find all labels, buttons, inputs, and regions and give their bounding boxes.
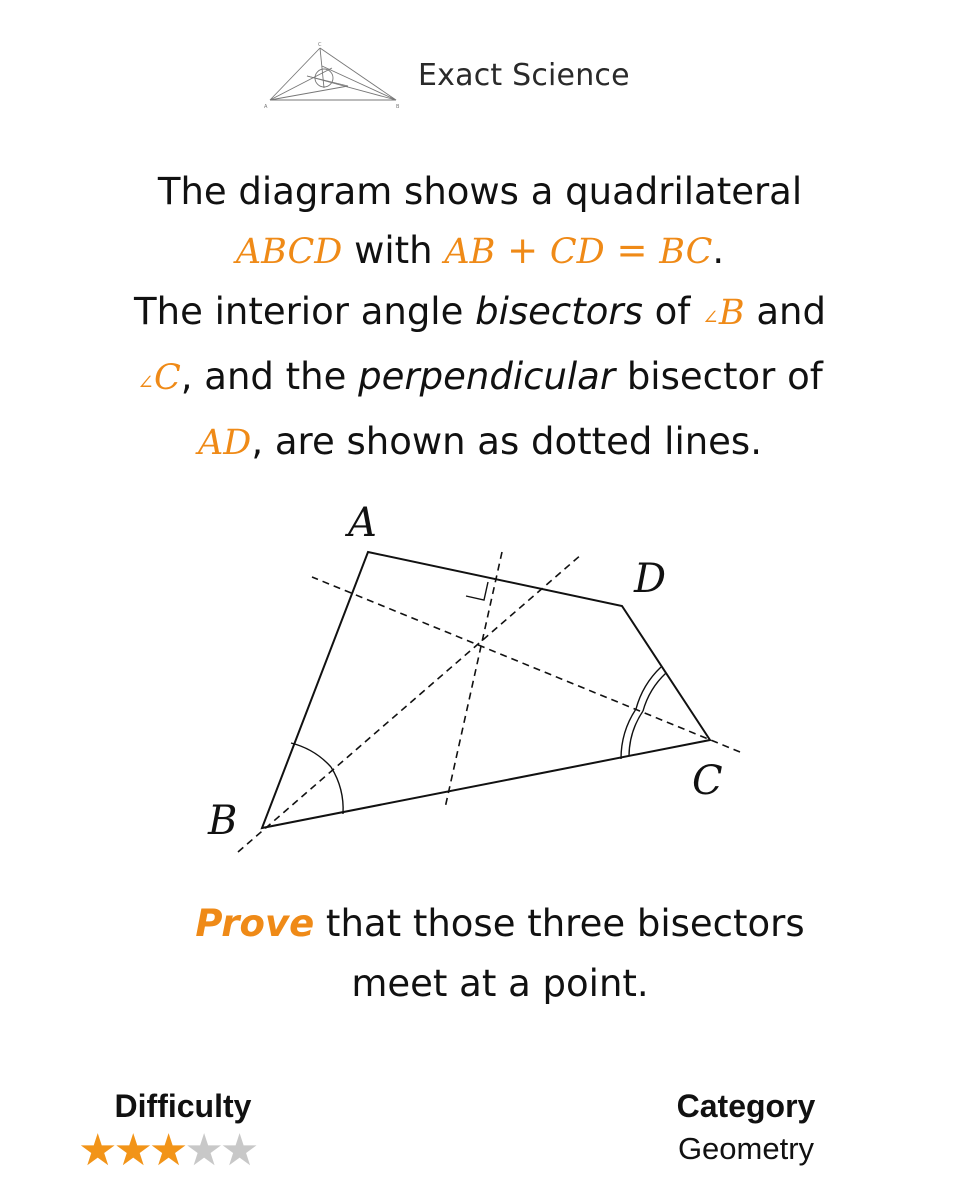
prove-line-2: meet at a point. <box>351 962 649 1005</box>
problem-line-3: The interior angle bisectors of ∠B and <box>134 290 826 333</box>
header <box>0 38 960 118</box>
bisector-angle-b <box>238 554 582 852</box>
logo-label-c: C <box>318 42 322 48</box>
math-ab: AB <box>444 232 496 272</box>
vertex-label-a: A <box>348 500 377 546</box>
angle-arc-c-upper-2 <box>643 673 666 711</box>
angle-arc-b-lower <box>331 767 343 814</box>
math-cd: CD <box>549 232 605 272</box>
math-angle-c: C <box>154 358 181 398</box>
quadrilateral-diagram <box>190 480 770 880</box>
vertex-label-b: B <box>208 798 238 844</box>
brand-name: Exact Science <box>418 58 630 93</box>
math-ad: AD <box>198 423 252 463</box>
vertex-label-c: C <box>692 758 723 804</box>
vertex-label-d: D <box>634 556 667 602</box>
star-filled-icon: ★ <box>78 1125 114 1176</box>
category-block <box>636 1088 856 1167</box>
angle-arc-b-upper <box>291 743 331 767</box>
angle-symbol-c: ∠ <box>137 370 154 394</box>
angle-symbol-b: ∠ <box>702 305 719 329</box>
problem-line-5: AD, are shown as dotted lines. <box>198 420 762 463</box>
prove-keyword: Prove <box>195 902 315 945</box>
problem-line-1: The diagram shows a quadrilateral <box>157 170 803 213</box>
category-label: Category <box>676 1088 816 1124</box>
star-filled-icon: ★ <box>113 1125 149 1176</box>
angle-arc-c-upper-1 <box>636 667 661 709</box>
perpendicular-bisector-ad <box>445 552 502 808</box>
right-angle-marker <box>466 582 488 600</box>
prove-line-1: Prove that those three bisectors <box>195 902 805 945</box>
difficulty-block <box>78 1088 298 1176</box>
logo-label-a: A <box>264 104 268 110</box>
math-angle-b: B <box>718 293 745 333</box>
problem-line-4: ∠C, and the perpendicular bisector of <box>137 355 823 398</box>
brand-logo <box>262 38 404 110</box>
bisector-angle-c <box>312 577 740 752</box>
math-abcd: ABCD <box>235 232 343 272</box>
logo-label-b: B <box>396 104 400 110</box>
star-empty-icon: ★ <box>219 1125 256 1176</box>
problem-statement <box>80 162 880 473</box>
problem-line-2: ABCD with AB + CD = BC. <box>235 229 725 272</box>
star-empty-icon: ★ <box>184 1125 220 1176</box>
prove-prompt <box>80 894 920 1014</box>
star-filled-icon: ★ <box>148 1125 185 1176</box>
difficulty-label: Difficulty <box>114 1088 252 1124</box>
category-value: Geometry <box>677 1131 815 1166</box>
math-bc: BC <box>659 232 713 272</box>
difficulty-stars <box>78 1125 298 1176</box>
